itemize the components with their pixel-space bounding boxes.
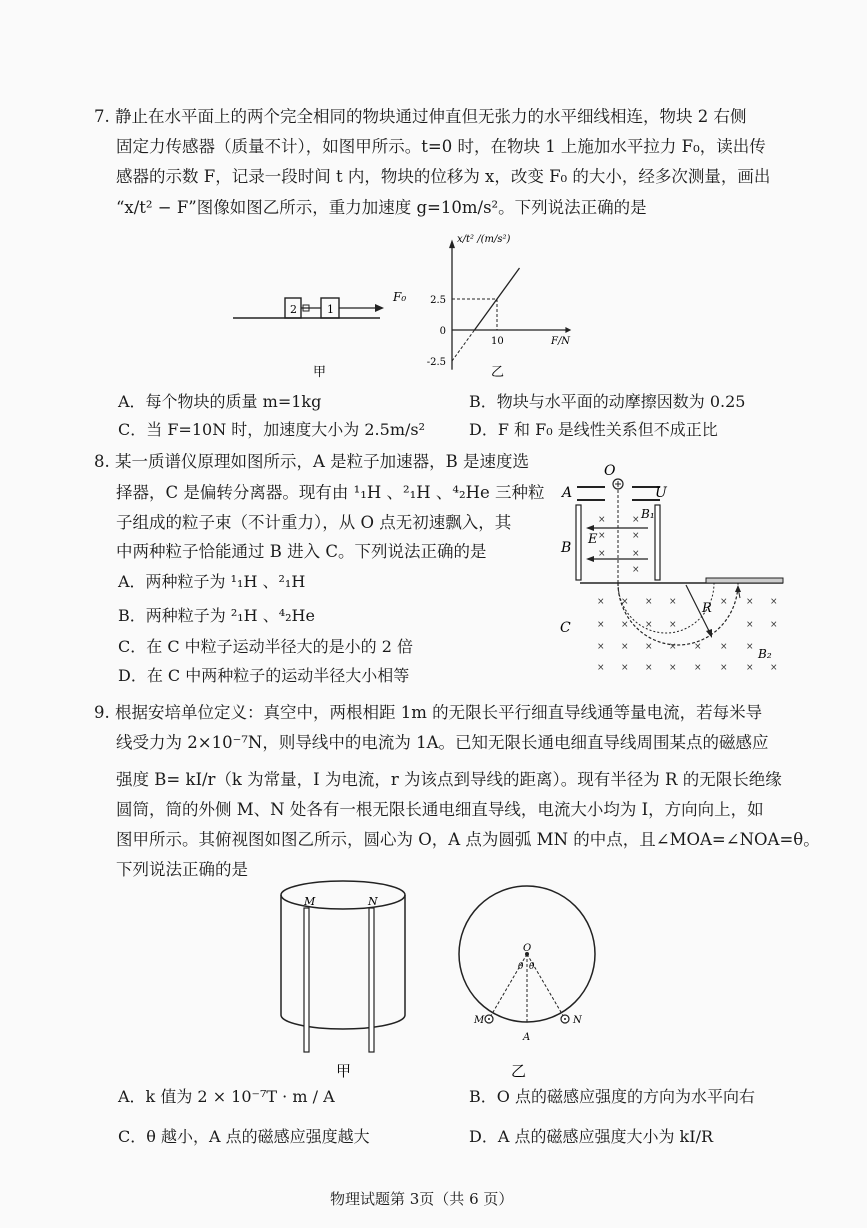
q8-line-4: 中两种粒子恰能通过 B 进入 C。下列说法正确的是: [116, 542, 487, 561]
q7-line-2: 固定力传感器（质量不计），如图甲所示。t=0 时，在物块 1 上施加水平拉力 F₀，读出传: [116, 137, 766, 156]
q9-jia-label-n: N: [368, 895, 378, 908]
svg-text:×: ×: [720, 597, 728, 607]
page-footer: 物理试题第 3页（共 6 页）: [330, 1190, 514, 1208]
svg-text:×: ×: [720, 642, 728, 652]
svg-text:×: ×: [770, 663, 778, 673]
q7-fig-jia-caption: 甲: [313, 365, 327, 380]
svg-text:×: ×: [632, 515, 640, 525]
q9-line-1: 9. 根据安培单位定义：真空中，两根相距 1m 的无限长平行细直导线通等量电流，若每米导: [94, 703, 763, 722]
q9-line-2: 线受力为 2×10⁻⁷N，则导线中的电流为 1A。已知无限长通电细直导线周围某点的磁感应: [116, 733, 769, 752]
q7-option-b[interactable]: B．物块与水平面的动摩擦因数为 0.25: [469, 392, 746, 411]
q9-line-5: 图甲所示。其俯视图如图乙所示，圆心为 O，A 点为圆弧 MN 的中点，且∠MOA=∠NOA=θ。: [116, 830, 820, 849]
q8-line-3: 子组成的粒子束（不计重力），从 O 点无初速飘入，其: [116, 513, 512, 532]
chart-y-tick-label: -2.5: [426, 357, 446, 368]
q8-option-d[interactable]: D．在 C 中两种粒子的运动半径大小相等: [118, 666, 410, 685]
q9-option-c[interactable]: C．θ 越小，A 点的磁感应强度越大: [118, 1127, 370, 1146]
svg-text:×: ×: [746, 620, 754, 630]
q9-yi-label-theta-2: θ: [529, 962, 535, 972]
q9-option-d[interactable]: D．A 点的磁感应强度大小为 kI/R: [469, 1127, 714, 1146]
q8-label-b: B: [561, 540, 572, 556]
svg-text:×: ×: [746, 642, 754, 652]
q8-label-u: U: [655, 485, 667, 501]
q8-label-b1: B₁: [641, 507, 655, 521]
q9-yi-label-n: N: [573, 1015, 582, 1026]
svg-text:×: ×: [632, 565, 640, 575]
svg-text:×: ×: [645, 597, 653, 607]
q7-force-label: F₀: [393, 290, 407, 304]
q9-fig-jia-caption: 甲: [336, 1062, 352, 1080]
q8-label-r: R: [702, 601, 712, 616]
q9-line-6: 下列说法正确的是: [116, 860, 248, 879]
q9-option-b[interactable]: B．O 点的磁感应强度的方向为水平向右: [469, 1087, 755, 1106]
svg-text:×: ×: [669, 663, 677, 673]
q8-line-2: 择器，C 是偏转分离器。现有由 ¹₁H 、²₁H 、⁴₂He 三种粒: [116, 483, 545, 502]
svg-text:×: ×: [645, 642, 653, 652]
q7-line-1: 7. 静止在水平面上的两个完全相同的物块通过伸直但无张力的水平细线相连，物块 2 右侧: [94, 107, 747, 126]
svg-text:×: ×: [632, 531, 640, 541]
svg-text:×: ×: [720, 663, 728, 673]
chart-x-tick-label: 10: [491, 336, 504, 347]
chart-x-axis-label: F/N: [551, 336, 571, 347]
q8-option-a[interactable]: A．两种粒子为 ¹₁H 、²₁H: [118, 572, 306, 591]
q9-line-4: 圆筒，筒的外侧 M、N 处各有一根无限长通电细直导线，电流大小均为 I，方向向上，如: [116, 800, 764, 819]
q8-label-o: O: [604, 463, 616, 479]
q8-line-1: 8. 某一质谱仪原理如图所示，A 是粒子加速器，B 是速度选: [94, 452, 530, 471]
q7-block-2-label: 2: [290, 303, 297, 316]
q9-option-a[interactable]: A．k 值为 2 × 10⁻⁷T · m / A: [118, 1087, 335, 1106]
svg-text:×: ×: [669, 597, 677, 607]
q7-block-1-label: 1: [327, 303, 334, 316]
q9-fig-yi-caption: 乙: [511, 1062, 527, 1080]
q8-label-e: E: [588, 532, 598, 547]
svg-text:×: ×: [597, 620, 605, 630]
q9-yi-label-theta-1: θ: [518, 962, 524, 972]
chart-y-tick-label: 0: [439, 326, 446, 337]
q9-line-3: 强度 B= kI/r（k 为常量，I 为电流，r 为该点到导线的距离）。现有半径为 R 的无限长绝缘: [116, 770, 782, 789]
q9-jia-label-m: M: [304, 895, 316, 908]
q8-option-b[interactable]: B．两种粒子为 ²₁H 、⁴₂He: [118, 606, 315, 625]
svg-text:×: ×: [621, 597, 629, 607]
chart-y-tick-label: 2.5: [430, 295, 446, 306]
svg-text:×: ×: [621, 620, 629, 630]
q9-yi-label-a: A: [523, 1032, 531, 1043]
q7-option-d[interactable]: D．F 和 F₀ 是线性关系但不成正比: [469, 420, 718, 439]
svg-text:×: ×: [645, 620, 653, 630]
q8-label-c: C: [560, 620, 571, 636]
svg-text:×: ×: [694, 663, 702, 673]
svg-text:×: ×: [598, 549, 606, 559]
svg-text:×: ×: [770, 597, 778, 607]
q8-label-a: A: [562, 485, 573, 501]
svg-text:×: ×: [598, 515, 606, 525]
svg-text:×: ×: [770, 620, 778, 630]
chart-y-axis-label: x/t² /(m/s²): [457, 233, 511, 245]
q8-label-b2: B₂: [758, 647, 772, 661]
svg-text:×: ×: [669, 642, 677, 652]
svg-text:×: ×: [621, 642, 629, 652]
svg-text:×: ×: [597, 597, 605, 607]
q9-yi-label-m: M: [474, 1015, 485, 1026]
svg-text:×: ×: [621, 663, 629, 673]
q7-option-c[interactable]: C．当 F=10N 时，加速度大小为 2.5m/s²: [118, 420, 426, 439]
svg-text:×: ×: [669, 620, 677, 630]
svg-text:×: ×: [597, 642, 605, 652]
q7-line-4: “x/t² − F”图像如图乙所示，重力加速度 g=10m/s²。下列说法正确的是: [116, 198, 647, 217]
svg-text:×: ×: [598, 531, 606, 541]
q9-yi-label-o: O: [523, 943, 532, 954]
svg-text:×: ×: [645, 663, 653, 673]
svg-text:×: ×: [746, 663, 754, 673]
svg-text:×: ×: [597, 663, 605, 673]
svg-text:×: ×: [694, 642, 702, 652]
q7-fig-yi-caption: 乙: [491, 365, 505, 380]
q7-option-a[interactable]: A．每个物块的质量 m=1kg: [118, 392, 322, 411]
q8-option-c[interactable]: C．在 C 中粒子运动半径大的是小的 2 倍: [118, 637, 414, 656]
q7-line-3: 感器的示数 F，记录一段时间 t 内，物块的位移为 x，改变 F₀ 的大小，经多次测量，画出: [116, 167, 771, 186]
svg-text:×: ×: [632, 549, 640, 559]
svg-text:×: ×: [746, 597, 754, 607]
